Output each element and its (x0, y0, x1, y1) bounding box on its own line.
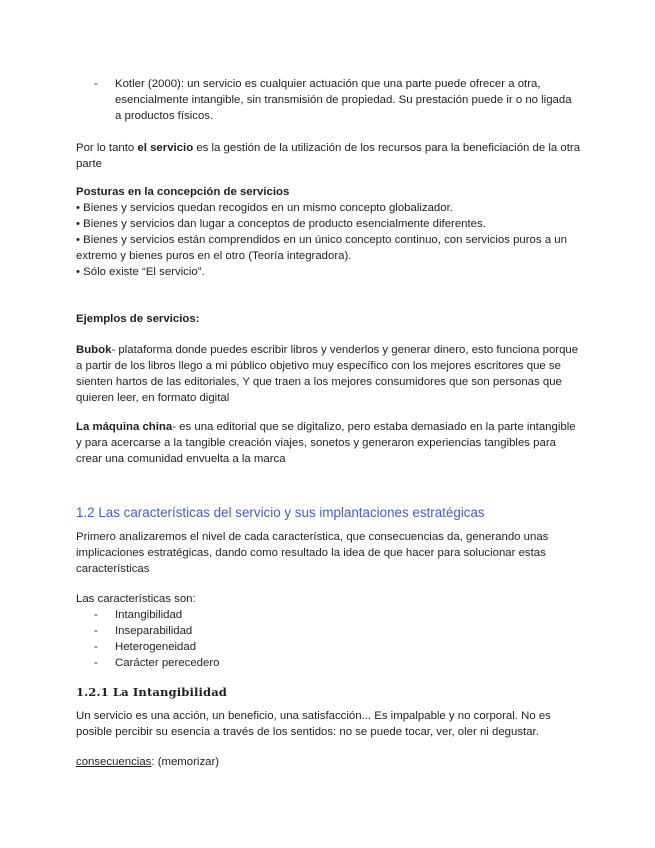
postures-title: Posturas en la concepción de servicios (76, 186, 290, 198)
service-definition: Por lo tanto el servicio es la gestión de la utilización de los recursos para la beneficiación de la otra parte (76, 142, 581, 170)
list-bullet: - (94, 609, 98, 621)
consequences-line: consecuencias: (memorizar) (76, 756, 220, 768)
subsection-heading: 1.2.1 La Intangibilidad (76, 685, 228, 699)
characteristic-item: Heterogeneidad (115, 641, 197, 653)
section-intro: Primero analizaremos el nivel de cada característica, que consecuencias da, generando unas implicaciones estratégicas, dando como resultado la idea de que hacer para solucionar estas características (76, 531, 549, 575)
posture-item: • Sólo existe “El servicio”. (76, 266, 205, 278)
example-maquina-china: La máquina china- es una editorial que se digitalizo, pero estaba demasiado en la parte intangible y para acercarse a la tangible creación viajes, sonetos y generaron experiencias tangibles para crear una comunidad envuelta a la marca (76, 421, 576, 465)
list-bullet: - (94, 641, 98, 653)
characteristic-item: Intangibilidad (115, 609, 183, 621)
list-bullet: - (94, 625, 98, 637)
intangibility-text: Un servicio es una acción, un beneficio, una satisfacción... Es impalpable y no corporal. No es posible percibir su esencia a través de los sentidos: no se puede tocar, ver, oler ni degustar. (76, 710, 551, 738)
examples-title: Ejemplos de servicios: (76, 313, 200, 325)
consequences-label: consecuencias (76, 756, 152, 768)
posture-item: • Bienes y servicios están comprendidos en un único concepto continuo, con servicios puros a un extremo y bienes puros en el otro (Teoría integradora). (76, 234, 567, 262)
characteristic-item: Inseparabilidad (115, 625, 193, 637)
section-heading: 1.2 Las características del servicio y sus implantaciones estratégicas (76, 505, 485, 520)
example-bubok: Bubok- plataforma donde puedes escribir libros y venderlos y generar dinero, esto funciona porque a partir de los libros llego a mi público objetivo muy específico con los mejores escritores que se sienten hartos de las editoriales, Y que traen a los mejores consumidores que son personas que quieren leer, en formato digital (76, 344, 579, 404)
kotler-definition: Kotler (2000): un servicio es cualquier actuación que una parte puede ofrecer a otra, esencialmente intangible, sin transmisión de propiedad. Su prestación puede ir o no ligada a productos físicos. (115, 78, 572, 122)
list-bullet: - (94, 657, 98, 669)
posture-item: • Bienes y servicios quedan recogidos en un mismo concepto globalizador. (76, 202, 453, 214)
posture-item: • Bienes y servicios dan lugar a conceptos de producto esencialmente diferentes. (76, 218, 486, 230)
list-bullet: - (94, 78, 98, 90)
characteristics-intro: Las características son: (76, 593, 196, 605)
characteristic-item: Carácter perecedero (115, 657, 220, 669)
